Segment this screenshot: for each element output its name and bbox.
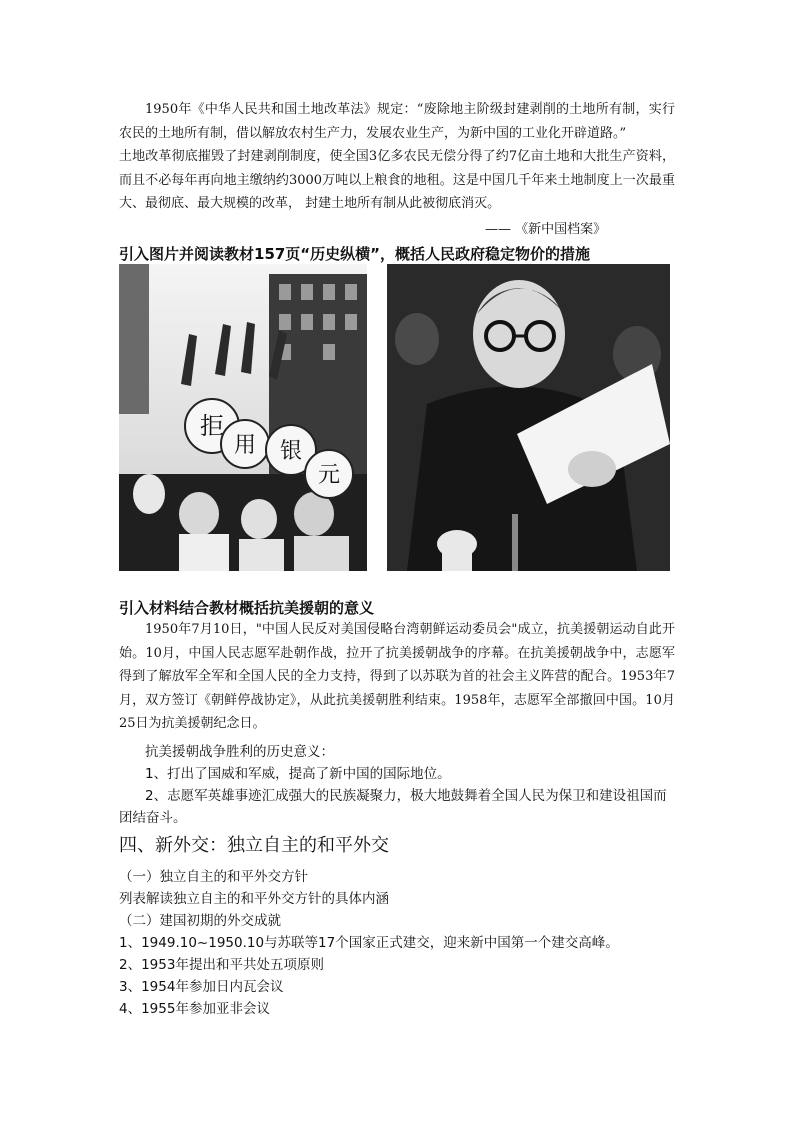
subsection-1-text: 列表解读独立自主的和平外交方针的具体内涵 [119,891,389,907]
protest-photo-art [119,264,367,571]
heading-korean-war: 引入材料结合教材概括抗美援朝的意义 [119,599,375,617]
protest-photo [119,264,367,571]
achievement-1: 1、1949.10~1950.10与苏联等17个国家正式建交，迎来新中国第一个建交高峰。 [119,935,619,951]
sign-char-1: 拒 [200,412,224,440]
sign-char-3: 银 [279,439,303,464]
significance-title: 抗美援朝战争胜利的历史意义： [145,744,334,760]
korean-war-material [119,618,675,736]
speech-photo-art [387,264,670,571]
korean-war-paragraph: 1950年7月10日，"中国人民反对美国侵略台湾朝鲜运动委员会"成立，抗美援朝运动自此开始。10月，中国人民志愿军赴朝作战，拉开了抗美援朝战争的序幕。在抗美援朝战争中，志愿军得到了解放军全军和全国人民的全力支持，得到了以苏联为首的社会主义阵营的配合。1953年7月，双方签订《朝鲜停战协定》，从此抗美援朝胜利结束。1958年，志愿军全部撤回中国。10月25日为抗美援朝纪念日。 [119,622,675,731]
quote-source: —— 《新中国档案》 [485,222,607,237]
subsection-2: （二）建国初期的外交成就 [119,913,281,929]
land-reform-impact: 土地改革彻底摧毁了封建剥削制度，使全国3亿多农民无偿分得了约7亿亩土地和大批生产资料，而且不必每年再向地主缴纳约3000万吨以上粮食的地租。这是中国几千年来土地制度上一次最重大、最彻底、最大规模的改革， 封建土地所有制从此被彻底消灭。 [119,149,675,211]
land-reform-quote [119,98,675,216]
achievement-4: 4、1955年参加亚非会议 [119,1001,270,1017]
sign-char-2: 用 [233,433,257,458]
significance-point-1: 1、打出了国威和军威，提高了新中国的国际地位。 [145,766,451,782]
subsection-1: （一）独立自主的和平外交方针 [119,869,308,885]
sign-char-4: 元 [317,463,341,488]
section-title-diplomacy: 四、新外交：独立自主的和平外交 [119,835,389,856]
significance-point-2: 2、志愿军英雄事迹汇成强大的民族凝聚力，极大地鼓舞着全国人民为保卫和建设祖国而团结奋斗。 [119,788,667,826]
land-reform-law-quote: 1950年《中华人民共和国土地改革法》规定：“废除地主阶级封建剥削的土地所有制，实行农民的土地所有制，借以解放农村生产力，发展农业生产，为新中国的工业化开辟道路。” [119,102,675,141]
speech-photo [387,264,670,571]
achievement-3: 3、1954年参加日内瓦会议 [119,979,284,995]
significance-block [119,741,675,829]
heading-price-stabilization: 引入图片并阅读教材157页“历史纵横”，概括人民政府稳定物价的措施 [119,245,591,263]
achievement-2: 2、1953年提出和平共处五项原则 [119,957,324,973]
